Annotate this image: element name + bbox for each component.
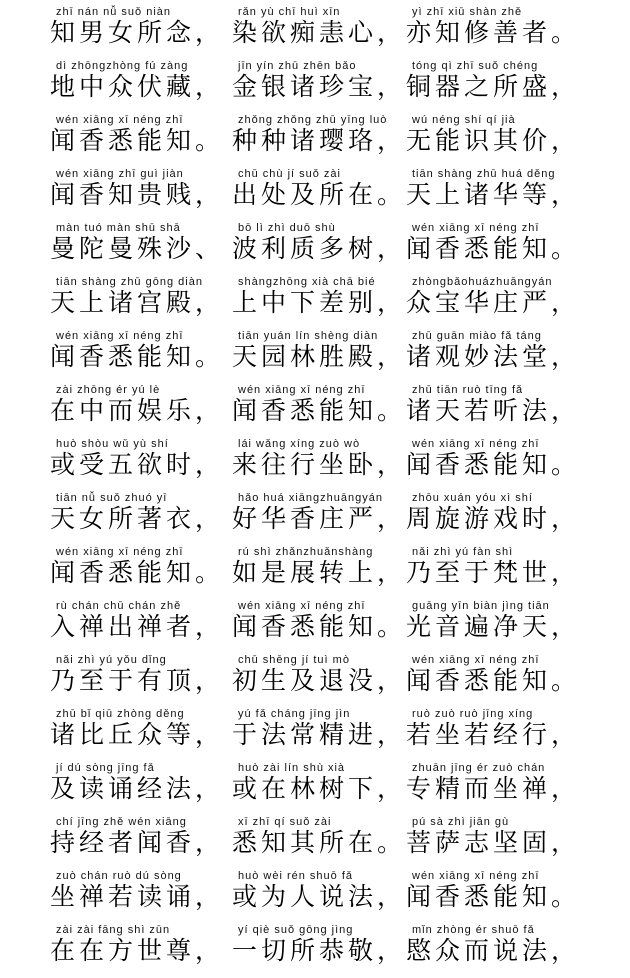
chinese-text: 悉知其所在。 — [232, 828, 407, 857]
pinyin-annotation: huò wèi rén shuō fǎ — [238, 870, 354, 882]
pinyin-annotation: tiān shàng zhū gōng diàn — [56, 276, 203, 288]
pinyin-annotation: shàngzhōng xià chā bié — [238, 276, 376, 288]
chinese-text: 闻香悉能知。 — [406, 234, 581, 263]
verse-phrase — [50, 654, 240, 708]
pinyin-annotation: lái wǎng xíng zuò wò — [238, 438, 361, 450]
pinyin-annotation: wén xiāng zhī guì jiàn — [56, 168, 184, 180]
chinese-text: 天上诸华等， — [406, 180, 581, 209]
verse-line — [0, 384, 630, 438]
chinese-text: 金银诸珍宝， — [232, 72, 407, 101]
pinyin-annotation: jí dú sòng jīng fǎ — [56, 762, 155, 774]
chinese-text: 地中众伏藏， — [50, 72, 225, 101]
chinese-text: 闻香悉能知。 — [50, 558, 225, 587]
chinese-text: 或为人说法， — [232, 882, 407, 911]
pinyin-annotation: hǎo huá xiāngzhuāngyán — [238, 492, 383, 504]
verse-phrase — [406, 924, 596, 978]
verse-phrase — [50, 438, 240, 492]
verse-line — [0, 654, 630, 708]
chinese-text: 一切所恭敬， — [232, 936, 407, 965]
pinyin-annotation: chí jīng zhě wén xiāng — [56, 816, 187, 828]
verse-phrase — [232, 762, 422, 816]
verse-phrase — [50, 492, 240, 546]
chinese-text: 种种诸璎珞， — [232, 126, 407, 155]
pinyin-annotation: wén xiāng xī néng zhī — [56, 114, 184, 126]
chinese-text: 闻香悉能知。 — [406, 450, 581, 479]
pinyin-annotation: zài zài fāng shì zūn — [56, 924, 171, 936]
verse-phrase — [50, 762, 240, 816]
chinese-text: 于法常精进， — [232, 720, 407, 749]
verse-phrase — [232, 546, 422, 600]
verse-phrase — [232, 276, 422, 330]
verse-phrase — [406, 384, 596, 438]
verse-phrase — [406, 276, 596, 330]
pinyin-annotation: wén xiāng xī néng zhī — [412, 654, 540, 666]
pinyin-annotation: dì zhōngzhòng fú zàng — [56, 60, 189, 72]
pinyin-annotation: pú sà zhì jiān gù — [412, 816, 510, 828]
chinese-text: 来往行坐卧， — [232, 450, 407, 479]
verse-phrase — [232, 168, 422, 222]
chinese-text: 持经者闻香， — [50, 828, 225, 857]
pinyin-annotation: tiān shàng zhū huá děng — [412, 168, 556, 180]
verse-phrase — [50, 168, 240, 222]
verse-phrase — [232, 60, 422, 114]
verse-phrase — [232, 600, 422, 654]
pinyin-annotation: zhū tiān ruò tīng fǎ — [412, 384, 524, 396]
verse-line — [0, 870, 630, 924]
pinyin-annotation: xī zhī qí suǒ zài — [238, 816, 332, 828]
chinese-text: 亦知修善者。 — [406, 18, 581, 47]
chinese-text: 乃至于有顶， — [50, 666, 225, 695]
chinese-text: 波利质多树， — [232, 234, 407, 263]
verse-phrase — [406, 114, 596, 168]
verse-phrase — [406, 222, 596, 276]
pinyin-annotation: wén xiāng xī néng zhī — [412, 222, 540, 234]
pinyin-annotation: chū shēng jí tuì mò — [238, 654, 350, 666]
verse-phrase — [50, 384, 240, 438]
verse-phrase — [406, 438, 596, 492]
chinese-text: 无能识其价， — [406, 126, 581, 155]
pinyin-annotation: yí qiè suǒ gōng jìng — [238, 924, 354, 936]
verse-phrase — [232, 708, 422, 762]
verse-phrase — [406, 816, 596, 870]
pinyin-annotation: zhuān jīng ér zuò chán — [412, 762, 546, 774]
pinyin-annotation: wén xiāng xī néng zhī — [412, 438, 540, 450]
pinyin-annotation: nǎi zhì yú fàn shì — [412, 546, 514, 558]
verse-phrase — [232, 816, 422, 870]
verse-line — [0, 276, 630, 330]
pinyin-annotation: jīn yín zhū zhēn bǎo — [238, 60, 357, 72]
verse-phrase — [50, 924, 240, 978]
pinyin-annotation: zhū bǐ qiū zhòng děng — [56, 708, 185, 720]
chinese-text: 初生及退没， — [232, 666, 407, 695]
chinese-text: 入禅出禅者， — [50, 612, 225, 641]
pinyin-annotation: rú shì zhǎnzhuǎnshàng — [238, 546, 374, 558]
chinese-text: 染欲痴恚心， — [232, 18, 407, 47]
verse-line — [0, 546, 630, 600]
verse-line — [0, 6, 630, 60]
verse-phrase — [406, 60, 596, 114]
pinyin-annotation: rǎn yù chī huì xīn — [238, 6, 341, 18]
pinyin-annotation: tóng qì zhī suǒ chéng — [412, 60, 539, 72]
pinyin-annotation: bō lì zhì duō shù — [238, 222, 336, 234]
verse-phrase — [406, 492, 596, 546]
verse-phrase — [406, 708, 596, 762]
pinyin-annotation: zhōu xuán yóu xì shí — [412, 492, 533, 504]
verse-phrase — [232, 6, 422, 60]
chinese-text: 闻香悉能知。 — [406, 882, 581, 911]
chinese-text: 闻香悉能知。 — [406, 666, 581, 695]
verse-phrase — [406, 168, 596, 222]
verse-phrase — [406, 762, 596, 816]
verse-phrase — [50, 222, 240, 276]
pinyin-annotation: ruò zuò ruò jīng xíng — [412, 708, 534, 720]
pinyin-annotation: wén xiāng xī néng zhī — [56, 330, 184, 342]
chinese-text: 铜器之所盛， — [406, 72, 581, 101]
verse-phrase — [50, 816, 240, 870]
pinyin-annotation: zhòngbǎohuázhuāngyán — [412, 276, 553, 288]
verse-phrase — [232, 384, 422, 438]
chinese-text: 光音遍净天， — [406, 612, 581, 641]
chinese-text: 闻香知贵贱， — [50, 180, 225, 209]
chinese-text: 或受五欲时， — [50, 450, 225, 479]
verse-phrase — [50, 330, 240, 384]
chinese-text: 在在方世尊， — [50, 936, 225, 965]
chinese-text: 闻香悉能知。 — [232, 612, 407, 641]
pinyin-annotation: zhī nán nǚ suǒ niàn — [56, 6, 172, 18]
pinyin-annotation: zuò chán ruò dú sòng — [56, 870, 182, 882]
pinyin-annotation: zhǒng zhǒng zhū yīng luò — [238, 114, 388, 126]
chinese-text: 闻香悉能知。 — [232, 396, 407, 425]
verse-phrase — [232, 114, 422, 168]
chinese-text: 出处及所在。 — [232, 180, 407, 209]
verse-phrase — [50, 114, 240, 168]
verse-line — [0, 492, 630, 546]
chinese-text: 天园林胜殿， — [232, 342, 407, 371]
verse-phrase — [50, 6, 240, 60]
verse-phrase — [232, 654, 422, 708]
chinese-text: 若坐若经行， — [406, 720, 581, 749]
chinese-text: 天上诸宫殿， — [50, 288, 225, 317]
pinyin-annotation: zài zhōng ér yú lè — [56, 384, 161, 396]
verse-phrase — [232, 438, 422, 492]
verse-line — [0, 924, 630, 978]
verse-phrase — [50, 600, 240, 654]
verse-phrase — [406, 6, 596, 60]
chinese-text: 闻香悉能知。 — [50, 126, 225, 155]
pinyin-annotation: zhū guān miào fǎ táng — [412, 330, 542, 342]
verse-line — [0, 708, 630, 762]
chinese-text: 曼陀曼殊沙、 — [50, 234, 225, 263]
verse-line — [0, 60, 630, 114]
verse-phrase — [50, 276, 240, 330]
pinyin-annotation: mǐn zhòng ér shuō fǎ — [412, 924, 535, 936]
verse-line — [0, 762, 630, 816]
chinese-text: 众宝华庄严， — [406, 288, 581, 317]
chinese-text: 专精而坐禅， — [406, 774, 581, 803]
verse-phrase — [406, 330, 596, 384]
pinyin-annotation: huò zài lín shù xià — [238, 762, 346, 774]
verse-phrase — [406, 600, 596, 654]
chinese-text: 诸观妙法堂， — [406, 342, 581, 371]
chinese-text: 及读诵经法， — [50, 774, 225, 803]
verse-phrase — [232, 492, 422, 546]
pinyin-annotation: wú néng shí qí jià — [412, 114, 516, 126]
verse-phrase — [232, 924, 422, 978]
pinyin-annotation: tiān nǚ suǒ zhuó yī — [56, 492, 168, 504]
pinyin-annotation: wén xiāng xī néng zhī — [412, 870, 540, 882]
chinese-text: 菩萨志坚固， — [406, 828, 581, 857]
chinese-text: 好华香庄严， — [232, 504, 407, 533]
chinese-text: 愍众而说法， — [406, 936, 581, 965]
chinese-text: 闻香悉能知。 — [50, 342, 225, 371]
chinese-text: 诸天若听法， — [406, 396, 581, 425]
pinyin-annotation: wén xiāng xī néng zhī — [238, 384, 366, 396]
verse-phrase — [50, 546, 240, 600]
verse-phrase — [406, 870, 596, 924]
verse-phrase — [232, 330, 422, 384]
chinese-text: 在中而娱乐， — [50, 396, 225, 425]
verse-phrase — [50, 60, 240, 114]
pinyin-annotation: yú fǎ cháng jīng jìn — [238, 708, 351, 720]
pinyin-annotation: nǎi zhì yú yǒu dǐng — [56, 654, 167, 666]
verse-phrase — [50, 870, 240, 924]
pinyin-annotation: màn tuó màn shū shā — [56, 222, 181, 234]
verse-line — [0, 600, 630, 654]
verse-phrase — [50, 708, 240, 762]
chinese-text: 天女所著衣， — [50, 504, 225, 533]
verse-phrase — [406, 654, 596, 708]
pinyin-annotation: huò shòu wǔ yù shí — [56, 438, 169, 450]
chinese-text: 或在林树下， — [232, 774, 407, 803]
chinese-text: 周旋游戏时， — [406, 504, 581, 533]
verse-line — [0, 168, 630, 222]
verse-line — [0, 330, 630, 384]
pinyin-annotation: rù chán chū chán zhě — [56, 600, 182, 612]
chinese-text: 如是展转上， — [232, 558, 407, 587]
chinese-text: 知男女所念， — [50, 18, 225, 47]
verse-line — [0, 816, 630, 870]
verse-line — [0, 222, 630, 276]
chinese-text: 诸比丘众等， — [50, 720, 225, 749]
chinese-text: 上中下差别， — [232, 288, 407, 317]
verse-phrase — [406, 546, 596, 600]
pinyin-annotation: chū chù jí suǒ zài — [238, 168, 341, 180]
pinyin-annotation: tiān yuán lín shèng diàn — [238, 330, 379, 342]
verse-phrase — [232, 870, 422, 924]
verse-line — [0, 114, 630, 168]
chinese-text: 乃至于梵世， — [406, 558, 581, 587]
verse-phrase — [232, 222, 422, 276]
verse-line — [0, 438, 630, 492]
pinyin-annotation: wén xiāng xī néng zhī — [56, 546, 184, 558]
pinyin-annotation: guāng yīn biàn jìng tiān — [412, 600, 550, 612]
chinese-text: 坐禅若读诵， — [50, 882, 225, 911]
pinyin-annotation: yì zhī xiū shàn zhě — [412, 6, 523, 18]
pinyin-annotation: wén xiāng xī néng zhī — [238, 600, 366, 612]
